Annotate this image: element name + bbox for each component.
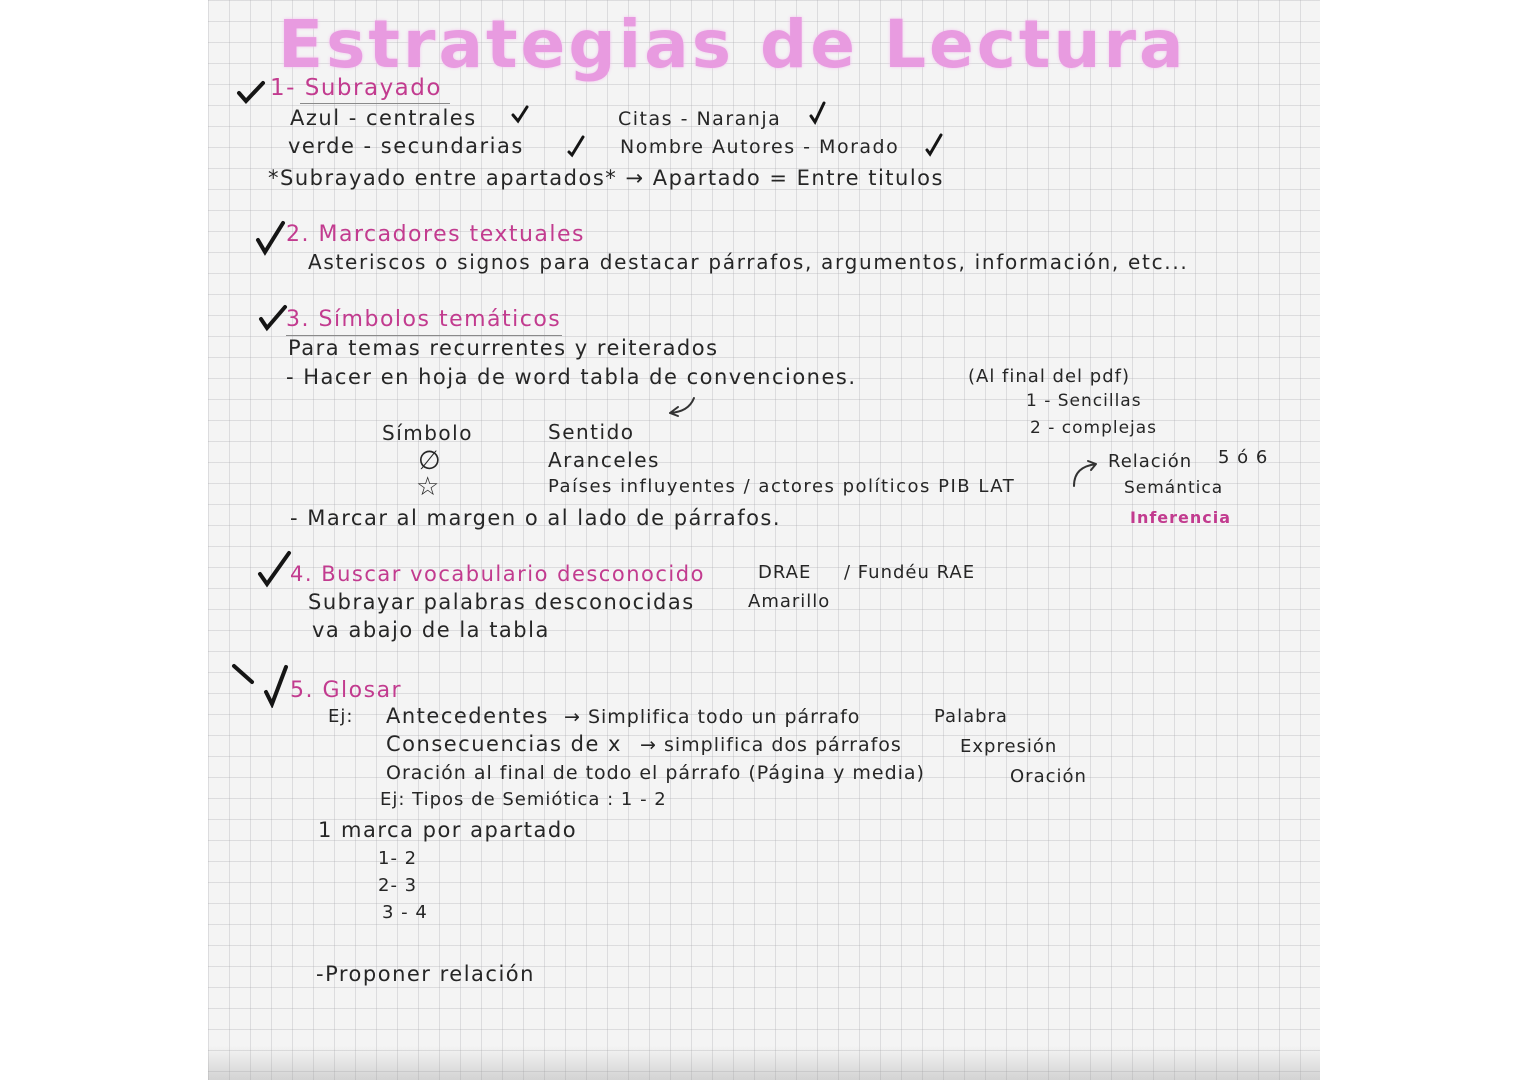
section-3-line1: Para temas recurrentes y reiterados [288, 336, 719, 360]
oracion-label: Oración [1010, 766, 1087, 787]
cinco-seis-label: 5 ó 6 [1218, 447, 1269, 468]
section-1-heading: 1- Subrayado [270, 75, 442, 101]
pair-3-4: 3 - 4 [382, 902, 428, 923]
section-2-heading: 2. Marcadores textuales [286, 222, 586, 247]
paises-label: Países influyentes / actores políticos PIB LAT [548, 476, 1016, 497]
table-header-sentido: Sentido [548, 420, 635, 444]
section-4-line2: va abajo de la tabla [312, 618, 550, 642]
simplifica-parrafo: → Simplifica todo un párrafo [564, 706, 861, 728]
relacion-label: Relación [1108, 451, 1193, 472]
citas-line: Citas - Naranja [618, 108, 782, 130]
semantica-label: Semántica [1124, 478, 1224, 498]
check-icon [254, 220, 286, 256]
drae-label: DRAE [758, 562, 812, 583]
marcar-line: - Marcar al margen o al lado de párrafos. [290, 506, 782, 530]
check-icon [230, 662, 290, 708]
aranceles-label: Aranceles [548, 448, 660, 472]
fundeu-label: / Fundéu RAE [844, 562, 976, 583]
paper-edge-shadow [208, 1046, 1320, 1080]
apartados-note: *Subrayado entre apartados* → Apartado = Entre titulos [268, 166, 944, 190]
palabra-label: Palabra [934, 706, 1008, 727]
check-icon [566, 134, 586, 158]
marca-apartado: 1 marca por apartado [318, 818, 578, 842]
section-3-line2: - Hacer en hoja de word tabla de convenciones. [286, 365, 857, 389]
consecuencias-label: Consecuencias de x [386, 732, 622, 756]
simplifica-dos: → simplifica dos párrafos [640, 734, 902, 756]
section-4-line1: Subrayar palabras desconocidas [308, 590, 695, 614]
check-icon [510, 104, 530, 124]
inferencia-label: Inferencia [1130, 508, 1232, 527]
final-pdf-note: (Al final del pdf) [968, 366, 1130, 387]
section-2-text: Asteriscos o signos para destacar párrafos, argumentos, información, etc... [308, 250, 1189, 274]
amarillo-label: Amarillo [748, 591, 831, 612]
curved-arrow-icon [1068, 458, 1102, 488]
sencillas-label: 1 - Sencillas [1026, 391, 1142, 411]
check-icon [924, 132, 944, 158]
section-4-heading: 4. Buscar vocabulario desconocido [290, 562, 705, 586]
check-icon [808, 100, 828, 126]
complejas-label: 2 - complejas [1030, 418, 1158, 438]
expresion-label: Expresión [960, 736, 1058, 757]
ej-label: Ej: [328, 706, 354, 727]
pair-2-3: 2- 3 [378, 875, 418, 896]
table-header-simbolo: Símbolo [382, 421, 473, 445]
heading-underline [300, 103, 450, 104]
check-icon [256, 550, 292, 588]
check-icon [258, 304, 288, 332]
grid-paper [208, 0, 1320, 1080]
section-5-heading: 5. Glosar [290, 678, 403, 703]
pair-1-2: 1- 2 [378, 848, 418, 869]
page-title: Estrategias de Lectura [278, 6, 1187, 83]
check-icon [236, 80, 266, 106]
ej-semiotica: Ej: Tipos de Semiótica : 1 - 2 [380, 789, 667, 810]
nombre-line: Nombre Autores - Morado [620, 136, 900, 158]
arrow-down-left-icon [666, 394, 698, 418]
proponer-relacion: -Proponer relación [316, 962, 535, 986]
azul-line: Azul - centrales [290, 106, 477, 130]
antecedentes-label: Antecedentes [386, 704, 549, 728]
oracion-final: Oración al final de todo el párrafo (Página y media) [386, 762, 925, 784]
empty-set-symbol: ∅ [418, 446, 443, 476]
section-3-heading: 3. Símbolos temáticos [286, 307, 562, 332]
verde-line: verde - secundarias [288, 134, 524, 158]
star-symbol: ☆ [416, 472, 441, 502]
